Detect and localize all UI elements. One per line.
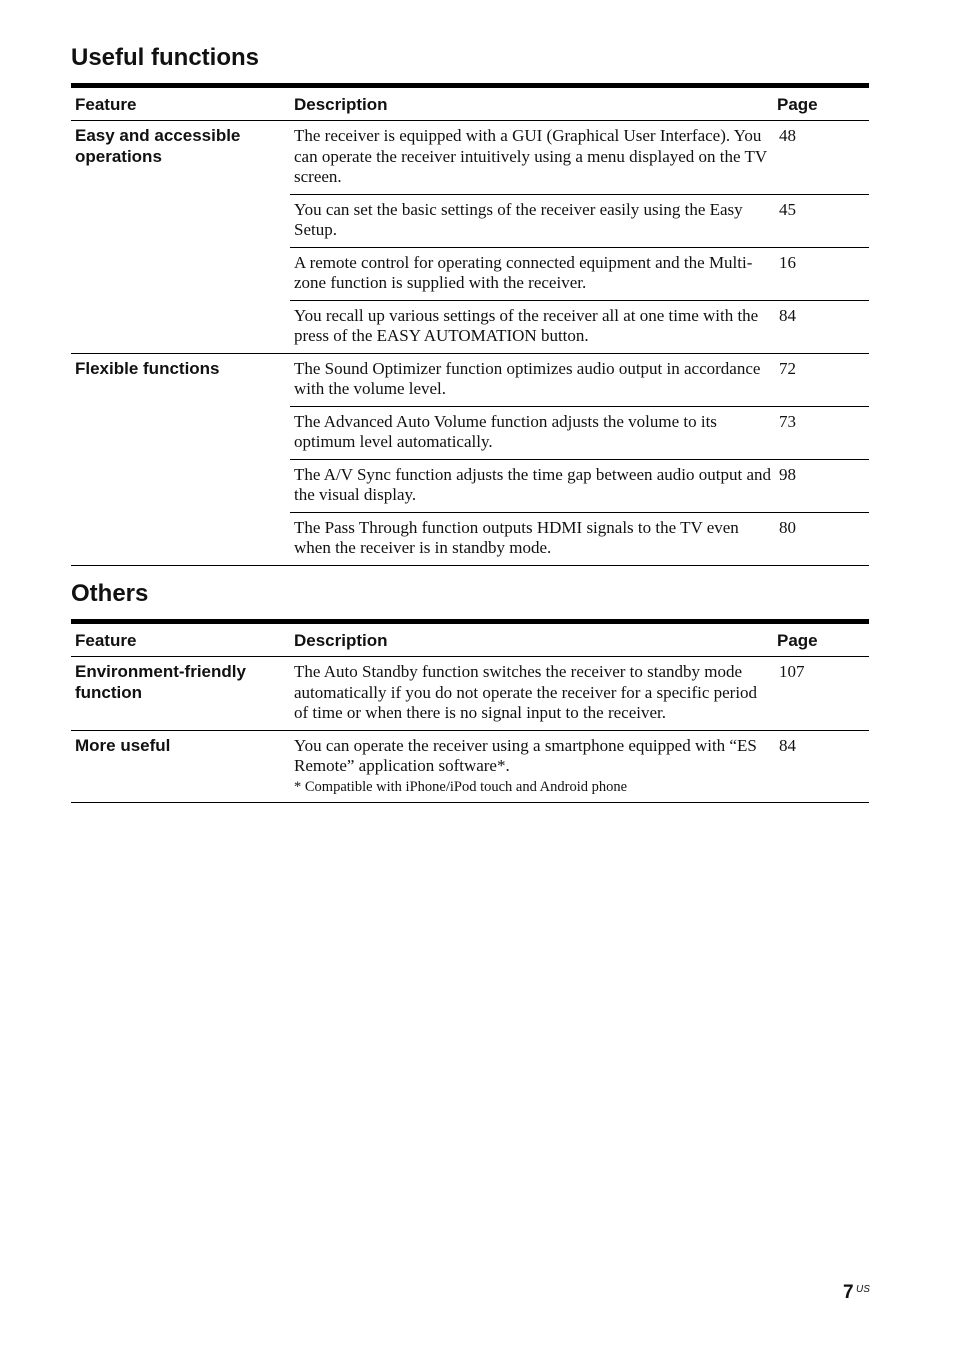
- header-page: Page: [773, 622, 869, 657]
- header-description: Description: [290, 622, 773, 657]
- description-cell: The Advanced Auto Volume function adjusts the volume to its optimum level automatically.: [290, 406, 773, 459]
- header-feature: Feature: [71, 86, 290, 121]
- description-cell: A remote control for operating connected equipment and the Multi-zone function is supplied with the receiver.: [290, 247, 773, 300]
- page-cell: 80: [773, 512, 869, 565]
- table-header-row: [71, 86, 869, 121]
- page-cell: 98: [773, 459, 869, 512]
- feature-cell: More useful: [71, 730, 290, 802]
- description-cell: You recall up various settings of the receiver all at one time with the press of the EASY AUTOMATION button.: [290, 300, 773, 353]
- feature-cell: Environment-friendly function: [71, 657, 290, 731]
- others-table: [71, 619, 869, 803]
- section-title-others: Others: [71, 580, 149, 607]
- page-cell: 84: [773, 730, 869, 802]
- description-cell: You can set the basic settings of the receiver easily using the Easy Setup.: [290, 194, 773, 247]
- page-cell: 16: [773, 247, 869, 300]
- useful-functions-table: [71, 83, 869, 566]
- description-cell: The Auto Standby function switches the receiver to standby mode automatically if you do not operate the receiver for a specific period of time or when there is no signal input to the receiver.: [290, 657, 773, 731]
- table-row: [71, 730, 869, 802]
- page-cell: 48: [773, 121, 869, 195]
- feature-cell: Flexible functions: [71, 353, 290, 565]
- header-page: Page: [773, 86, 869, 121]
- feature-cell: Easy and accessible operations: [71, 121, 290, 354]
- footnote-text: * Compatible with iPhone/iPod touch and Android phone: [294, 778, 628, 795]
- header-description: Description: [290, 86, 773, 121]
- description-cell: The receiver is equipped with a GUI (Graphical User Interface). You can operate the receiver intuitively using a menu displayed on the TV screen.: [290, 121, 773, 195]
- description-cell: The A/V Sync function adjusts the time gap between audio output and the visual display.: [290, 459, 773, 512]
- page-cell: 107: [773, 657, 869, 731]
- description-cell: The Sound Optimizer function optimizes audio output in accordance with the volume level.: [290, 353, 773, 406]
- section-title-useful-functions: Useful functions: [71, 44, 260, 71]
- page-region-suffix: US: [856, 1284, 870, 1295]
- table-header-row: [71, 622, 869, 657]
- page-cell: 84: [773, 300, 869, 353]
- description-cell: [290, 730, 773, 802]
- page-number: 7: [843, 1282, 854, 1303]
- table-row: [71, 657, 869, 731]
- page-cell: 72: [773, 353, 869, 406]
- table-row: [71, 353, 869, 406]
- table-row: [71, 121, 869, 195]
- description-cell: The Pass Through function outputs HDMI signals to the TV even when the receiver is in standby mode.: [290, 512, 773, 565]
- description-text: You can operate the receiver using a smartphone equipped with “ES Remote” application software*.: [294, 735, 757, 775]
- header-feature: Feature: [71, 622, 290, 657]
- page-cell: 45: [773, 194, 869, 247]
- page-cell: 73: [773, 406, 869, 459]
